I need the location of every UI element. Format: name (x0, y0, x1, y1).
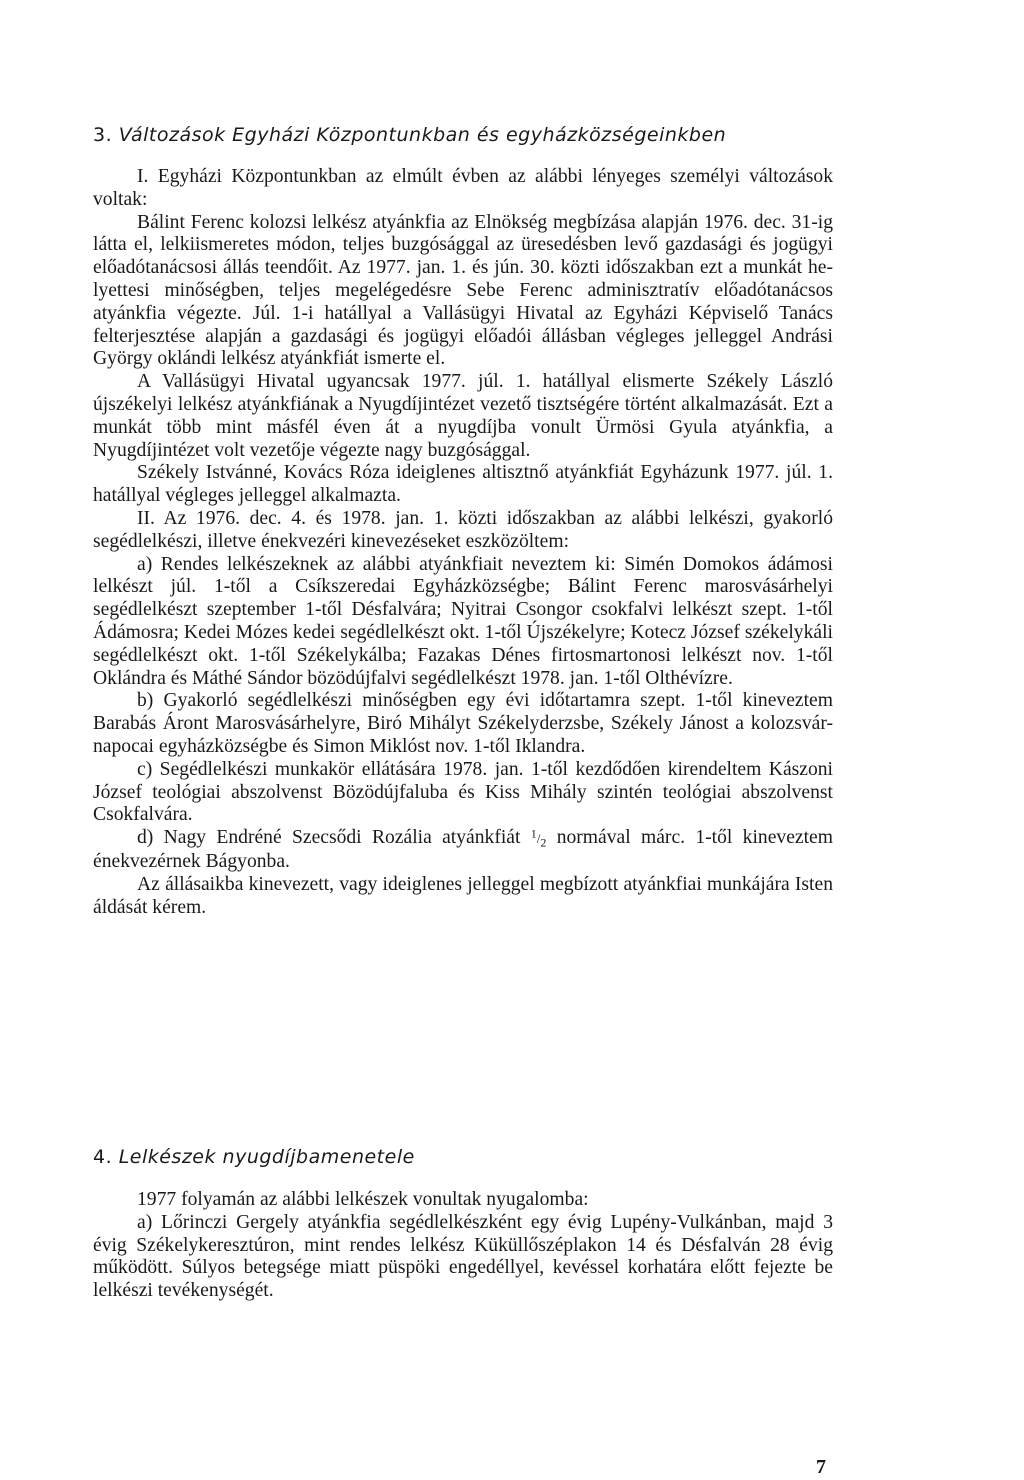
section-4-body (93, 1189, 833, 1303)
section-4-title: Lelkészek nyugdíjbamenetele (118, 1146, 415, 1168)
fraction-slash: / (536, 831, 541, 847)
section-3-number: 3. (93, 124, 113, 146)
paragraph: a) Rendes lelkészeknek az alábbi atyánkfiait neveztem ki: Simén Domokos ádámosi lelkészt júl. 1-től a Csíkszeredai Egyházközségbe; Bálint Ferenc marosvásárhelyi segédlelkészt szeptember 1-től Désfalvára; Nyitrai Csongor csokfalvi lelkészt szept. 1-től Ádámosra; Kedei Mózes kedei segédlelkészt okt. 1-től Újszékelyre; Kotecz József székelykáli segédlelkészt okt. 1-től Székelykálba; Fazakas Dénes firtosmartonosi lelkészt nov. 1-től Oklándra és Máthé Sándor bözödújfalvi segédlelkészt 1978. jan. 1-től Olthévízre. (93, 553, 833, 689)
paragraph: II. Az 1976. dec. 4. és 1978. jan. 1. közti időszakban az alábbi lelkészi, gyakorló segédlelkészi, illetve énekvezéri kinevezéseket eszközöltem: (93, 507, 833, 552)
paragraph-d-end: normával márc. 1-től kineveztem énekvezérnek Bágyonba. (93, 827, 833, 872)
fraction-one-half (530, 826, 547, 850)
section-4-heading (93, 1146, 415, 1168)
paragraph: a) Lőrinczi Gergely atyánkfia segédlelkészként egy évig Lupény-Vulkánban, majd 3 évig Székelykeresztúron, mint rendes lelkész Küküllőszéplakon 14 és Désfalván 28 évig működött. Súlyos betegsége miatt püspöki engedéllyel, kevéssel korhatára előtt fejezte be lelkészi tevékenységét. (93, 1211, 833, 1302)
paragraph: A Vallásügyi Hivatal ugyancsak 1977. júl. 1. hatállyal elismerte Székely László újszékelyi lelkész atyánkfiának a Nyugdíjintézet vezető tisztségére történt alkalmazását. Ezt a munkát több mint másfél éven át a nyugdíjba vonult Ürmösi Gyula atyánkfia, a Nyugdíjintézet volt vezetője végezte nagy buzgósággal. (93, 371, 833, 461)
paragraph-d-start: d) Nagy Endréné Szecsődi Rozália atyánkfiát (137, 827, 531, 849)
paragraph: c) Segédlelkészi munkakör ellátására 1978. jan. 1-től kezdődően kirendeltem Kászoni József teológiai abszolvenst Bözödújfaluba és Kiss Mihály szintén teológiai abszolvenst Csokfalvára. (93, 758, 833, 826)
paragraph: 1977 folyamán az alábbi lelkészek vonultak nyugalomba: (137, 1189, 589, 1210)
section-4-number: 4. (93, 1146, 113, 1168)
paragraph: Bálint Ferenc kolozsi lelkész atyánkfia az Elnökség megbízása alapján 1976. dec. 31-ig látta el, lelkiismeretes módon, teljes buzgósággal az üresedésben levő gazdasági és jogügyi előadótanácsosi állás teendőit. Az 1977. jan. 1. és jún. 30. közti időszakban ezt a munkát helyettesi minőségben, teljes megelégedésre Sebe Ferenc adminisztratív előadótanácsos atyánkfia végezte. Júl. 1-i hatállyal a Vallásügyi Hivatal az Egyházi Képviselő Tanács felterjesztése alapján a gazdasági és jogügyi előadói állásban végleges jelleggel Andrási György oklándi lelkész atyánkfiát ismerte el. (93, 211, 833, 370)
fraction-denominator: 2 (540, 835, 547, 850)
paragraph: I. Egyházi Központunkban az elmúlt évben az alábbi lényeges személyi változások voltak: (93, 166, 833, 210)
page-number: 7 (816, 1456, 826, 1478)
paragraph: Székely Istvánné, Kovács Róza ideiglenes altisztnő atyánkfiát Egyházunk 1977. júl. 1. hatállyal végleges jelleggel alkalmazta. (93, 462, 833, 507)
section-3-heading (93, 124, 726, 146)
closing-paragraph: Az állásaikba kinevezett, vagy ideiglenes jelleggel megbízott atyánkfiai munkájára Isten áldását kérem. (93, 873, 833, 918)
section-3-body (93, 166, 833, 919)
paragraph-d (93, 827, 833, 874)
fraction-numerator: 1 (530, 826, 537, 841)
paragraph: b) Gyakorló segédlelkészi minőségben egy évi időtartamra szept. 1-től kineveztem Barabás Áront Marosvásárhelyre, Biró Mihályt Székelyderzsbe, Székely Jánost a kolozsvár-napocai egyházközségbe és Simon Miklóst nov. 1-től Iklandra. (93, 690, 833, 757)
section-3-title: Változások Egyházi Központunkban és egyházközségeinkben (118, 124, 727, 146)
